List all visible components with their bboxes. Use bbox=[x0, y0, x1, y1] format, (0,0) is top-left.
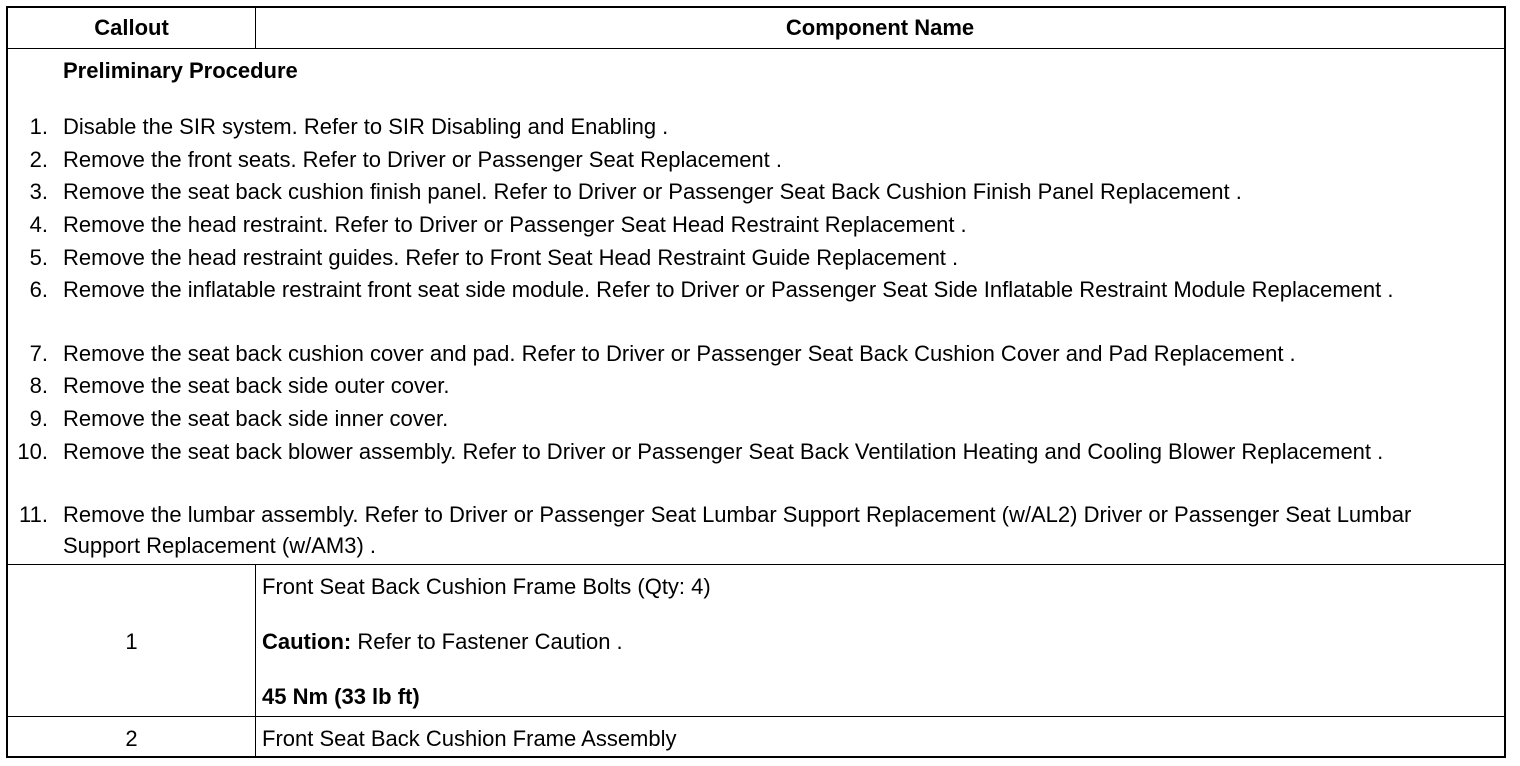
callout-number: 1 bbox=[125, 629, 138, 654]
column-divider bbox=[255, 564, 256, 758]
component-name: Front Seat Back Cushion Frame Bolts (Qty: 4) bbox=[262, 574, 711, 599]
torque-spec: 45 Nm (33 lb ft) bbox=[262, 684, 420, 709]
row-divider bbox=[8, 716, 1504, 717]
component-name: Front Seat Back Cushion Frame Assembly bbox=[262, 726, 677, 751]
procedure-table: Callout Component Name Preliminary Procedure 1. Disable the SIR system. Refer to SIR Disabling and Enabling . 2. Remove the front seats. Refer to Driver or Passenger Seat Replacement . 3. Remove the seat back cushion finish panel. Refer to Driver or Passenger Seat Back Cushion Finish Panel Replacement . 4. Remove the head restraint. Refer to Driver or Passenger Seat Head Restraint Replacement . 5. Remove the head restraint guides. Refer to Front Seat Head Restraint Guide Replacement . 6. Remove the inflatable restraint front seat side module. Refer to Driver or Passenger Seat Side Inflatable Restraint Module Replacement . 7. Remove the seat back cushion cover and pad. Refer to Driver or Passenger Seat Back Cushion Cover and Pad Replacement . 8. Remove the seat back side outer cover. 9. Remove the seat back side inner cover. 10. Remove the seat back blower assembly. Refer to Driver or Passenger Seat Back Ventilation Heating and Cooling Blower Replacement . 11. Remove the lumbar assembly. Refer to Driver or Passenger Seat Lumbar Support Replacement (w/AL2) Driver or Passenger Seat Lumbar Support Replacement (w/AM3) . 1 Front Seat Back Cushion Frame Bolts (Qty: 4) Caution: Refer to Fastener Caution . 45 Nm (33 lb ft) 2 Front Seat Back Cushion Frame Assembly bbox=[6, 6, 1506, 758]
row-divider bbox=[8, 564, 1504, 565]
header-divider bbox=[8, 48, 1504, 49]
caution-text: Refer to Fastener Caution . bbox=[351, 629, 623, 654]
preliminary-title: Preliminary Procedure bbox=[63, 58, 298, 83]
header-component-name: Component Name bbox=[785, 15, 975, 40]
caution-note bbox=[262, 629, 623, 655]
column-divider-header bbox=[255, 8, 256, 48]
header-callout: Callout bbox=[94, 15, 169, 40]
caution-label: Caution: bbox=[262, 629, 352, 654]
callout-number: 2 bbox=[125, 726, 138, 751]
